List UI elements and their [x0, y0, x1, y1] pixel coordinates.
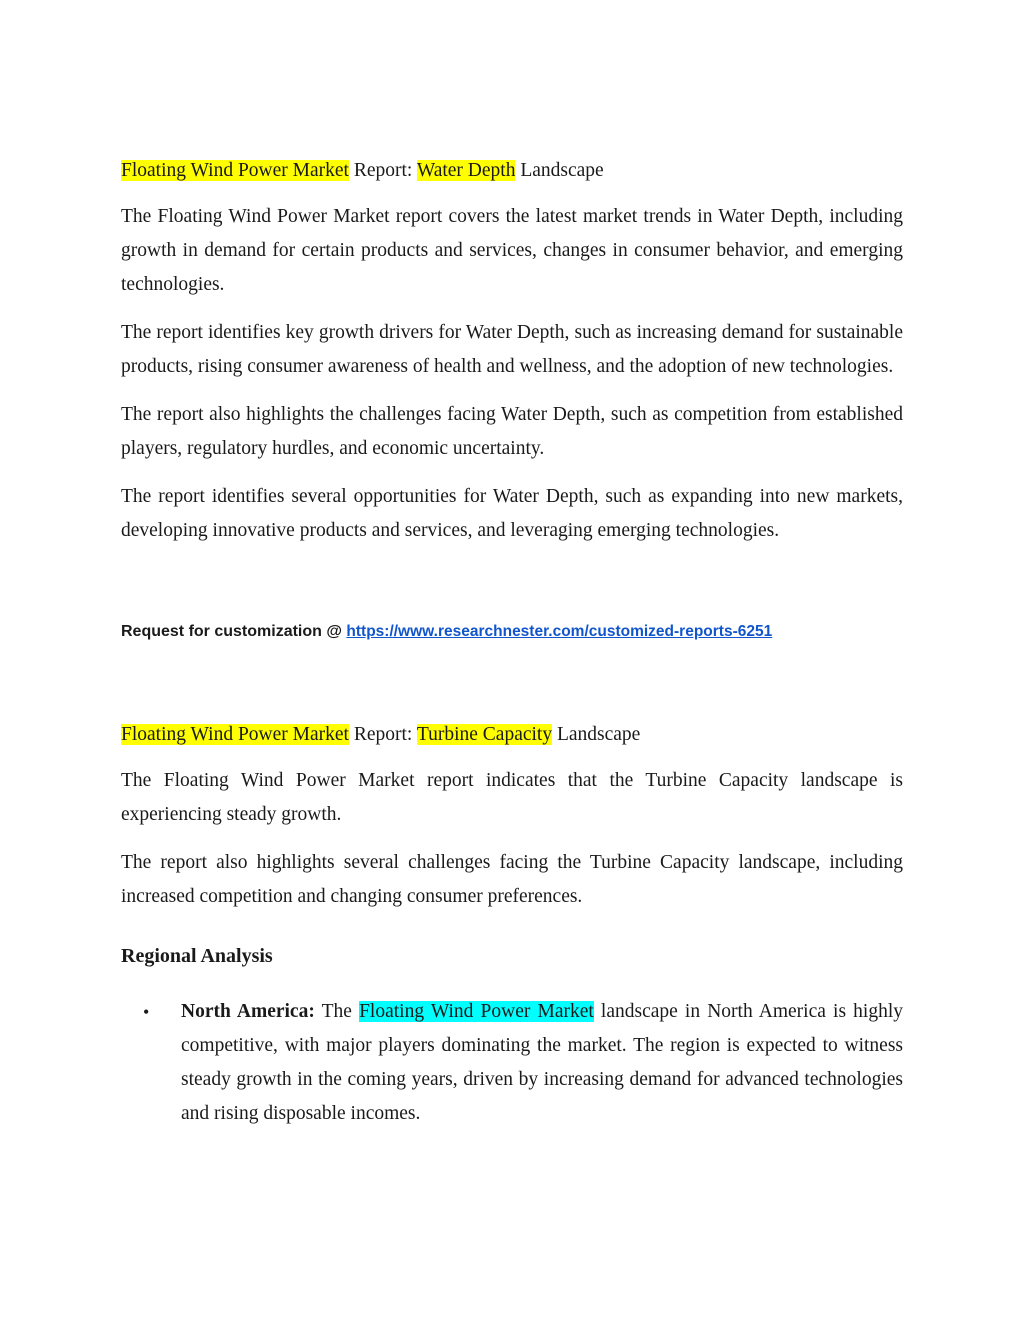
bullet-icon: • [143, 1002, 150, 1022]
region-text: landscape in North America is highly competitive, with major players dominating the market. The region is expected to witness steady growth in the coming years, driven by increasing demand for advanced technologies and rising disposable incomes. [181, 1001, 904, 1124]
highlighted-segment-name: Turbine Capacity [416, 724, 553, 745]
highlighted-market-name: Floating Wind Power Market [121, 724, 349, 745]
heading-text: Report: [348, 160, 417, 181]
document-content [121, 154, 903, 1131]
heading-text: Landscape [552, 724, 641, 745]
list-item [121, 995, 903, 1131]
section-heading-water-depth [121, 154, 903, 188]
paragraph: The report identifies key growth drivers for Water Depth, such as increasing demand for sustainable products, rising consumer awareness of health and wellness, and the adoption of new technologies. [121, 322, 903, 377]
heading-text: Landscape [515, 160, 604, 181]
paragraph: The Floating Wind Power Market report covers the latest market trends in Water Depth, including growth in demand for certain products and services, changes in consumer behavior, and emerging technologies. [121, 206, 903, 295]
paragraph: The report identifies several opportunities for Water Depth, such as expanding into new markets, developing innovative products and services, and leveraging emerging technologies. [121, 486, 903, 541]
customization-link[interactable]: https://www.researchnester.com/customized-reports-6251 [346, 623, 773, 640]
heading-text: Report: [348, 724, 417, 745]
paragraph: The report also highlights several challenges facing the Turbine Capacity landscape, including increased competition and changing consumer preferences. [121, 852, 903, 907]
section-heading-turbine-capacity [121, 718, 903, 752]
request-label: Request for customization @ [121, 623, 347, 640]
paragraph: The report also highlights the challenges facing Water Depth, such as competition from established players, regulatory hurdles, and economic uncertainty. [121, 404, 903, 459]
regional-list [121, 995, 903, 1131]
section-turbine-capacity [121, 718, 903, 914]
paragraph: The Floating Wind Power Market report indicates that the Turbine Capacity landscape is experiencing steady growth. [121, 770, 903, 825]
regional-analysis-title: Regional Analysis [121, 945, 273, 967]
highlighted-segment-name: Water Depth [416, 160, 516, 181]
region-name: North America: [181, 1001, 315, 1022]
customization-request [121, 621, 903, 643]
highlighted-market-name: Floating Wind Power Market [359, 1001, 594, 1022]
highlighted-market-name: Floating Wind Power Market [121, 160, 349, 181]
region-text: The [314, 1001, 360, 1022]
